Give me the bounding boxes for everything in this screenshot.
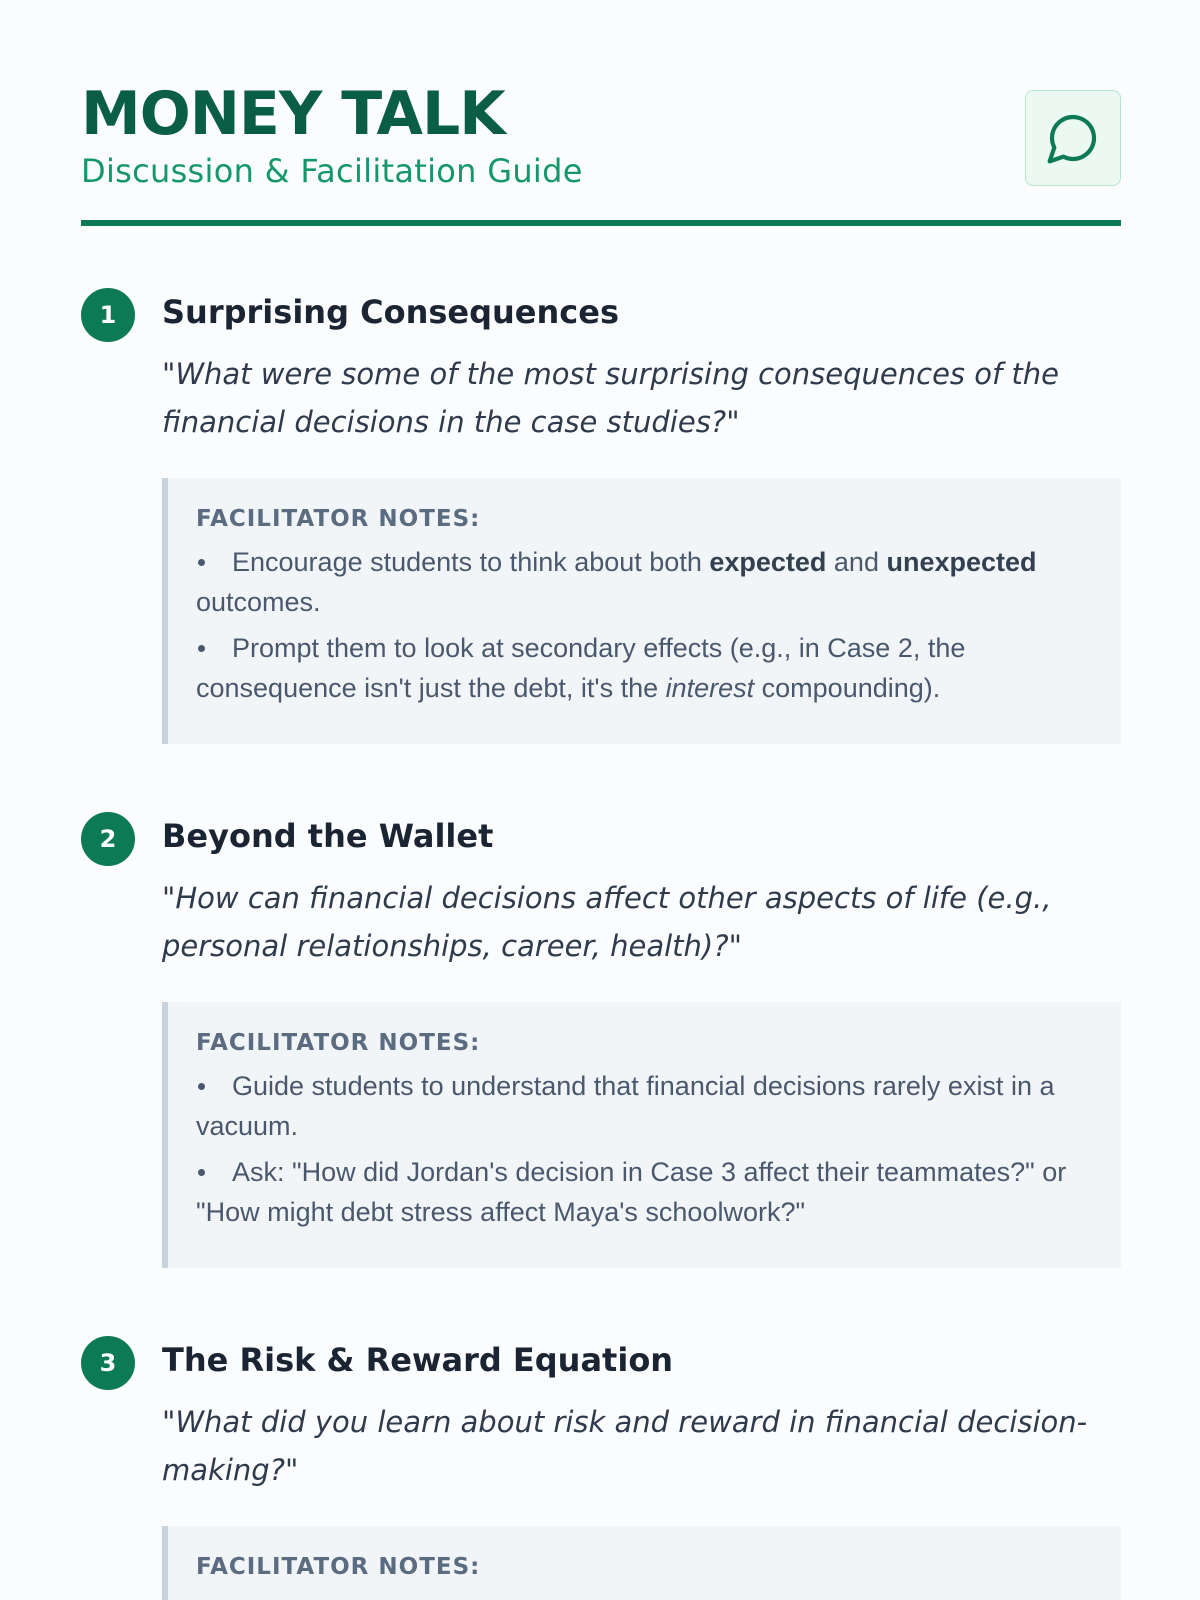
question-text: "What did you learn about risk and reward in financial decision-making?" (162, 1405, 1088, 1487)
facilitator-notes-list (196, 542, 1081, 708)
question-number-badge: 3 (81, 1336, 135, 1390)
question-title: The Risk & Reward Equation (162, 1341, 674, 1379)
question-number-badge: 2 (81, 812, 135, 866)
facilitator-notes-label: FACILITATOR NOTES: (196, 506, 481, 532)
question-title: Surprising Consequences (162, 293, 619, 331)
page-subtitle: Discussion & Facilitation Guide (81, 152, 583, 190)
facilitator-notes (162, 1002, 1121, 1268)
question-text: "What were some of the most surprising consequences of the financial decisions in the case studies?" (162, 357, 1060, 439)
note-item: Encourage students to think about both expected and unexpected outcomes. (196, 542, 1081, 622)
facilitator-notes (162, 478, 1121, 744)
page-header (81, 80, 1121, 226)
question-title: Beyond the Wallet (162, 817, 494, 855)
note-item: Prompt them to look at secondary effects (e.g., in Case 2, the consequence isn't just the debt, it's the interest compounding). (196, 628, 1081, 708)
chat-button[interactable] (1025, 90, 1121, 186)
facilitator-notes-list (196, 1066, 1081, 1232)
facilitator-notes (162, 1526, 1121, 1600)
question-number-badge: 1 (81, 288, 135, 342)
facilitator-notes-label: FACILITATOR NOTES: (196, 1030, 481, 1056)
guide-page (81, 79, 1121, 1580)
facilitator-notes-label: FACILITATOR NOTES: (196, 1554, 481, 1580)
note-item: Ask: "How did Jordan's decision in Case 3 affect their teammates?" or "How might debt stress affect Maya's schoolwork?" (196, 1152, 1081, 1232)
note-item: Guide students to understand that financial decisions rarely exist in a vacuum. (196, 1066, 1081, 1146)
page-title: MONEY TALK (81, 79, 505, 149)
question-text: "How can financial decisions affect other aspects of life (e.g., personal relationships, career, health)?" (162, 881, 1052, 963)
chat-bubble-icon (1045, 110, 1101, 166)
